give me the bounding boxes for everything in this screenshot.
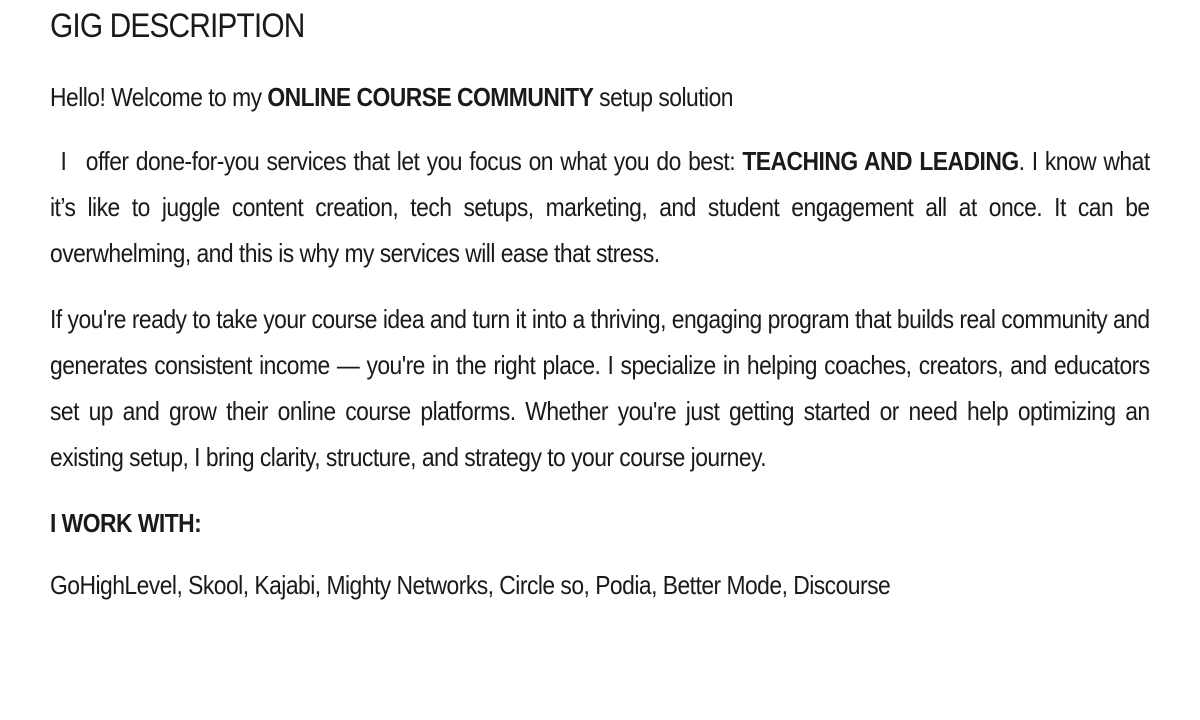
services-paragraph-start: I	[60, 146, 67, 176]
services-paragraph-text-b: . I know what it’s like to juggle content creation, tech setups, marketing, and student engagement all at once. It can be overwhelming, and this is why my services will ease that stress.	[50, 146, 1150, 268]
platforms-list: GoHighLevel, Skool, Kajabi, Mighty Networks, Circle so, Podia, Better Mode, Discourse	[50, 570, 891, 600]
intro-bold-phrase: ONLINE COURSE COMMUNITY	[267, 82, 594, 112]
page-title: GIG DESCRIPTION	[50, 7, 305, 45]
services-paragraph-text-a: offer done-for-you services that let you focus on what you do best:	[85, 146, 736, 176]
work-with-heading: I WORK WITH:	[50, 508, 202, 538]
intro-prefix: Hello! Welcome to my	[50, 82, 262, 112]
services-paragraph-bold: TEACHING AND LEADING	[742, 146, 1019, 176]
intro-suffix: setup solution	[599, 82, 733, 112]
value-paragraph: If you're ready to take your course idea and turn it into a thriving, engaging program that builds real community and generates consistent income — you're in the right place. I specialize in helping coaches, creators, and educators set up and grow their online course platforms. Whether you're just getting started or need help optimizing an existing setup, I bring clarity, structure, and strategy to your course journey.	[50, 304, 1150, 472]
intro-paragraph	[50, 74, 1154, 120]
document-page	[50, 0, 1150, 602]
services-paragraph	[50, 138, 1150, 276]
